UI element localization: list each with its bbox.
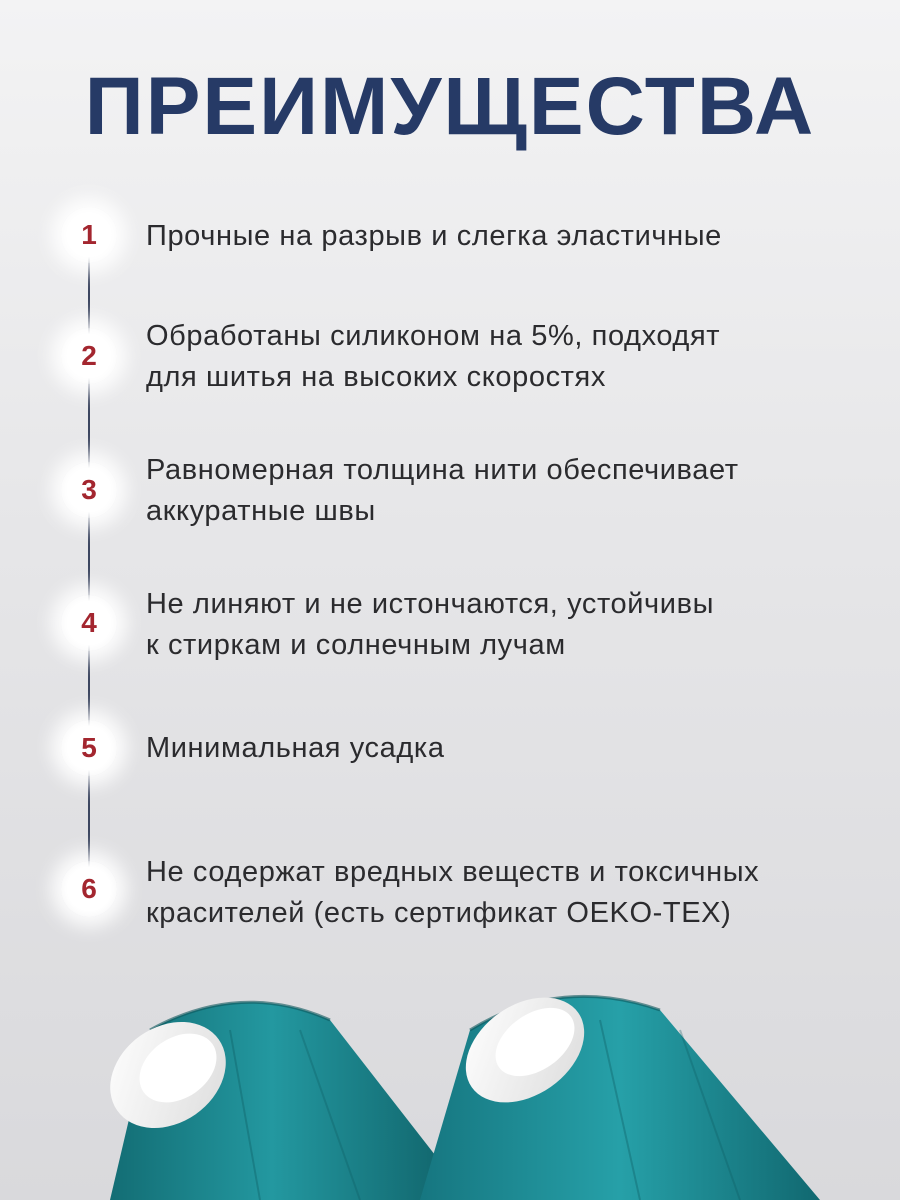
item-text-line: Обработаны силиконом на 5%, подходят — [146, 320, 721, 352]
thread-spools-image — [0, 990, 900, 1200]
number-badge — [61, 720, 117, 776]
item-text-line: красителей (есть сертификат OEKO-TEX) — [146, 897, 732, 929]
item-text — [146, 584, 866, 666]
item-text-line: Прочные на разрыв и слегка эластичные — [146, 220, 722, 252]
number-badge — [61, 328, 117, 384]
number-badge — [61, 462, 117, 518]
item-number: 4 — [81, 607, 97, 638]
number-badge — [61, 207, 117, 263]
item-number: 5 — [81, 732, 97, 763]
item-text — [146, 728, 866, 769]
item-text — [146, 316, 866, 398]
item-text-line: к стиркам и солнечным лучам — [146, 629, 566, 661]
number-badge — [61, 861, 117, 917]
item-text — [146, 216, 866, 257]
item-text-line: Не содержат вредных веществ и токсичных — [146, 856, 760, 888]
number-badge — [61, 595, 117, 651]
item-number: 3 — [81, 474, 97, 505]
item-number: 6 — [81, 873, 97, 904]
item-number: 1 — [81, 219, 97, 250]
page-title: ПРЕИМУЩЕСТВА — [84, 61, 816, 152]
item-text-line: Минимальная усадка — [146, 732, 445, 764]
spool-left — [90, 1000, 470, 1200]
item-text-line: аккуратные швы — [146, 495, 376, 527]
item-number: 2 — [81, 340, 97, 371]
item-text-line: Равномерная толщина нити обеспечивает — [146, 454, 739, 486]
item-text-line: для шитья на высоких скоростях — [146, 361, 606, 393]
item-text-line: Не линяют и не истончаются, устойчивы — [146, 588, 715, 620]
item-text — [146, 852, 866, 934]
spool-right — [420, 990, 820, 1200]
item-text — [146, 450, 866, 532]
